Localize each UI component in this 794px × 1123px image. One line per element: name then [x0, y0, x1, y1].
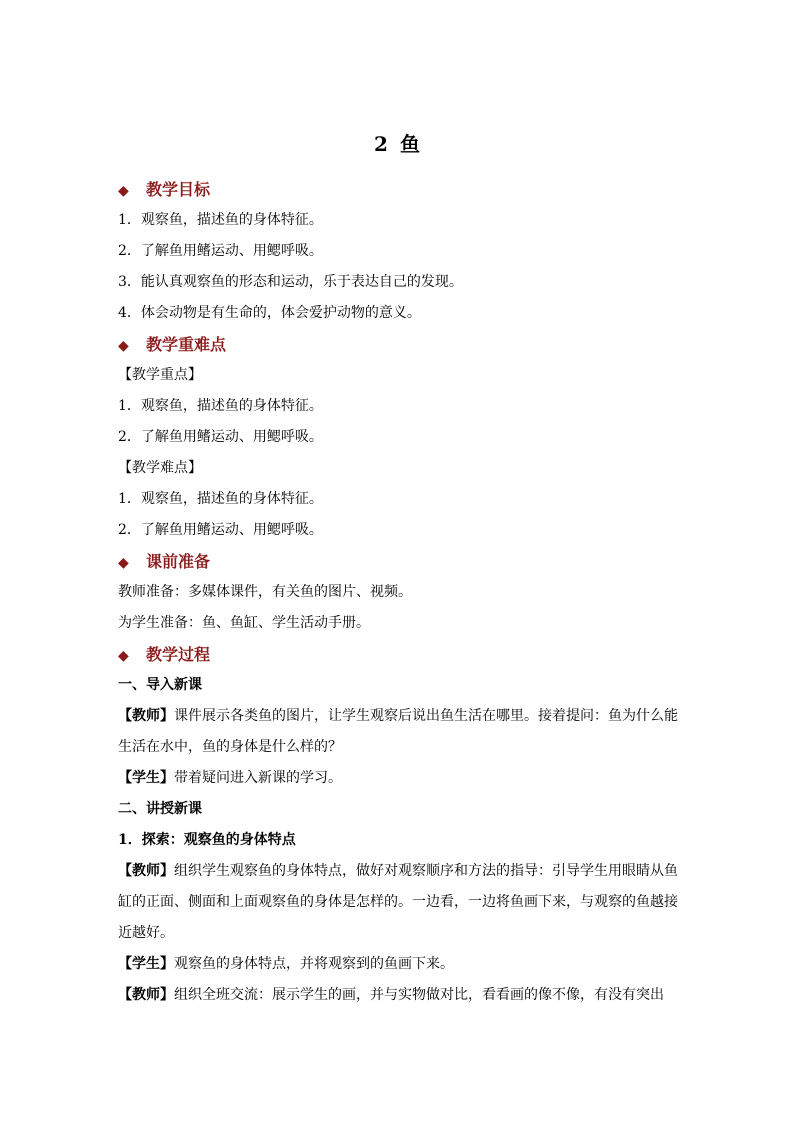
subsection-title: 1．探索：观察鱼的身体特点: [118, 832, 296, 848]
goal-item: 2．了解鱼用鳍运动、用鳃呼吸。: [118, 243, 323, 259]
difficulty-label: 【教学难点】: [118, 460, 202, 476]
heading-text: 课前准备: [146, 552, 211, 571]
prep-item: 教师准备：多媒体课件，有关鱼的图片、视频。: [118, 584, 412, 600]
role-tag: 【教师】: [118, 863, 174, 879]
goal-item: 4．体会动物是有生命的，体会爱护动物的意义。: [118, 305, 421, 321]
diamond-bullet-icon: ◆: [118, 648, 129, 664]
teacher-paragraph: [118, 856, 678, 949]
section-heading-process: [118, 639, 678, 670]
student-paragraph: [118, 949, 678, 980]
goal-item: 3．能认真观察鱼的形态和运动，乐于表达自己的发现。: [118, 274, 463, 290]
section-heading-goals: [118, 174, 678, 205]
section-heading-prep: [118, 546, 678, 577]
title-number: 2: [374, 132, 388, 156]
diamond-bullet-icon: ◆: [118, 338, 129, 354]
prep-item: 为学生准备：鱼、鱼缸、学生活动手册。: [118, 615, 370, 631]
student-paragraph: [118, 763, 678, 794]
role-tag: 【教师】: [118, 987, 174, 1003]
focus-label: 【教学重点】: [118, 367, 202, 383]
teacher-paragraph: [118, 980, 678, 1011]
difficulty-item: 2．了解鱼用鳍运动、用鳃呼吸。: [118, 522, 323, 538]
paragraph-text: 观察鱼的身体特点，并将观察到的鱼画下来。: [174, 956, 454, 972]
part-title-new-lesson: 二、讲授新课: [118, 801, 202, 817]
heading-text: 教学重难点: [146, 335, 227, 354]
document-body: [118, 0, 678, 1011]
focus-item: 2．了解鱼用鳍运动、用鳃呼吸。: [118, 429, 323, 445]
paragraph-text: 组织全班交流：展示学生的画，并与实物做对比，看看画的像不像，有没有突出: [174, 987, 664, 1003]
diamond-bullet-icon: ◆: [118, 183, 129, 199]
heading-text: 教学目标: [146, 180, 211, 199]
teacher-paragraph: [118, 701, 678, 763]
paragraph-text: 带着疑问进入新课的学习。: [174, 770, 342, 786]
role-tag: 【教师】: [118, 708, 174, 724]
paragraph-text: 组织学生观察鱼的身体特点，做好对观察顺序和方法的指导：引导学生用眼睛从鱼缸的正面、侧面和上面观察鱼的身体是怎样的。一边看，一边将鱼画下来，与观察的鱼越接近越好。: [118, 863, 678, 941]
top-spacer: [118, 0, 678, 174]
section-heading-keypoints: [118, 329, 678, 360]
title-text: 鱼: [399, 132, 420, 156]
heading-text: 教学过程: [146, 645, 211, 664]
diamond-bullet-icon: ◆: [118, 555, 129, 571]
paragraph-text: 课件展示各类鱼的图片，让学生观察后说出鱼生活在哪里。接着提问：鱼为什么能生活在水中，鱼的身体是什么样的？: [118, 708, 678, 755]
focus-item: 1．观察鱼，描述鱼的身体特征。: [118, 398, 323, 414]
role-tag: 【学生】: [118, 956, 174, 972]
role-tag: 【学生】: [118, 770, 174, 786]
part-title-intro: 一、导入新课: [118, 677, 202, 693]
goal-item: 1．观察鱼，描述鱼的身体特征。: [118, 212, 323, 228]
difficulty-item: 1．观察鱼，描述鱼的身体特征。: [118, 491, 323, 507]
